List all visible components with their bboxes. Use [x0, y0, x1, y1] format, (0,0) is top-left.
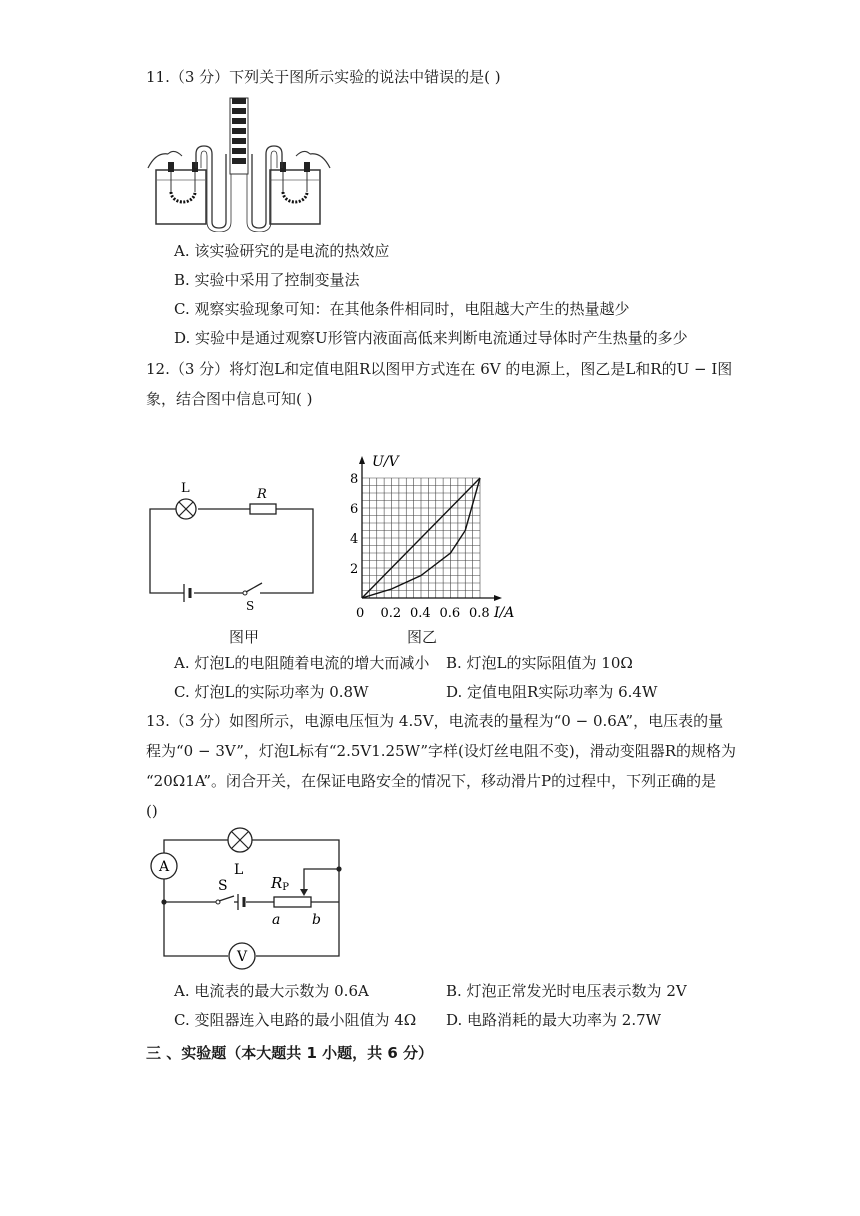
q11-option-b[interactable]: B. 实验中采用了控制变量法: [174, 271, 360, 289]
q13-stem-line2: 程为“0 − 3V”，灯泡L标有“2.5V1.25W”字样(设灯丝电阻不变)，滑动变阻器R的规格为: [146, 742, 736, 760]
q13-stem-line4: (): [146, 802, 158, 820]
q13-circuit-diagram: [146, 826, 356, 976]
x-tick-label: 0.8: [469, 606, 490, 620]
q13-stem-line1: 13.（3 分）如图所示，电源电压恒为 4.5V，电流表的量程为“0 − 0.6A”，电压表的量: [146, 712, 724, 730]
q11-option-d[interactable]: D. 实验中是通过观察U形管内液面高低来判断电流通过导体时产生热量的多少: [174, 329, 688, 347]
q11-option-c[interactable]: C. 观察实验现象可知：在其他条件相同时，电阻越大产生的热量越少: [174, 300, 630, 318]
y-tick-label: 2: [350, 562, 359, 577]
q12-lamp-label: L: [181, 481, 190, 496]
section-heading: 三 、实验题（本大题共 1 小题，共 6 分）: [146, 1044, 433, 1062]
q13-lamp-label: L: [234, 862, 244, 878]
q12-option-a[interactable]: A. 灯泡L的电阻随着电流的增大而减小: [174, 654, 430, 672]
x-axis-label: I/A: [494, 605, 515, 620]
caption-figure-jia: 图甲: [229, 628, 260, 646]
y-axis-arrow: [359, 456, 365, 464]
q12-option-b[interactable]: B. 灯泡L的实际阻值为 10Ω: [446, 654, 633, 672]
rheostat-end-a: a: [272, 912, 281, 928]
q11-stem: 11.（3 分）下列关于图所示实验的说法中错误的是( ): [146, 68, 501, 86]
ammeter-label: A: [159, 859, 170, 875]
caption-figure-yi: 图乙: [407, 628, 438, 646]
voltmeter-label: V: [237, 949, 248, 965]
joule-heat-experiment-figure: [146, 96, 332, 232]
q12-ui-graph: [340, 440, 530, 620]
q12-stem-line1: 12.（3 分）将灯泡L和定值电阻R以图甲方式连在 6V 的电源上，图乙是L和R的U − I图: [146, 360, 733, 378]
y-axis-label: U/V: [372, 454, 399, 470]
y-tick-label: 8: [350, 472, 359, 487]
y-tick-label: 4: [350, 532, 359, 547]
q13-switch-label: S: [218, 878, 228, 894]
q13-option-c[interactable]: C. 变阻器连入电路的最小阻值为 4Ω: [174, 1011, 417, 1029]
q13-option-a[interactable]: A. 电流表的最大示数为 0.6A: [174, 982, 369, 1000]
q13-stem-line3: “20Ω1A”。闭合开关，在保证电路安全的情况下，移动滑片P的过程中，下列正确的是: [146, 772, 717, 790]
q12-option-c[interactable]: C. 灯泡L的实际功率为 0.8W: [174, 683, 369, 701]
q12-switch-label: S: [246, 599, 255, 613]
q12-option-d[interactable]: D. 定值电阻R实际功率为 6.4W: [446, 683, 658, 701]
q12-stem-line2: 象，结合图中信息可知( ): [146, 390, 313, 408]
rheostat-end-b: b: [312, 912, 321, 928]
y-tick-label: 6: [350, 502, 359, 517]
q13-option-b[interactable]: B. 灯泡正常发光时电压表示数为 2V: [446, 982, 687, 1000]
q12-circuit-diagram: [140, 480, 326, 620]
q11-option-a[interactable]: A. 该实验研究的是电流的热效应: [174, 242, 390, 260]
rheostat-label: RP: [271, 874, 290, 893]
q13-option-d[interactable]: D. 电路消耗的最大功率为 2.7W: [446, 1011, 662, 1029]
x-tick-label: 0.2: [380, 606, 402, 620]
q12-resistor-label: R: [257, 487, 267, 502]
origin-label: 0: [356, 606, 365, 620]
x-tick-label: 0.4: [410, 606, 431, 620]
x-tick-label: 0.6: [439, 606, 461, 620]
x-axis-arrow: [494, 595, 502, 601]
